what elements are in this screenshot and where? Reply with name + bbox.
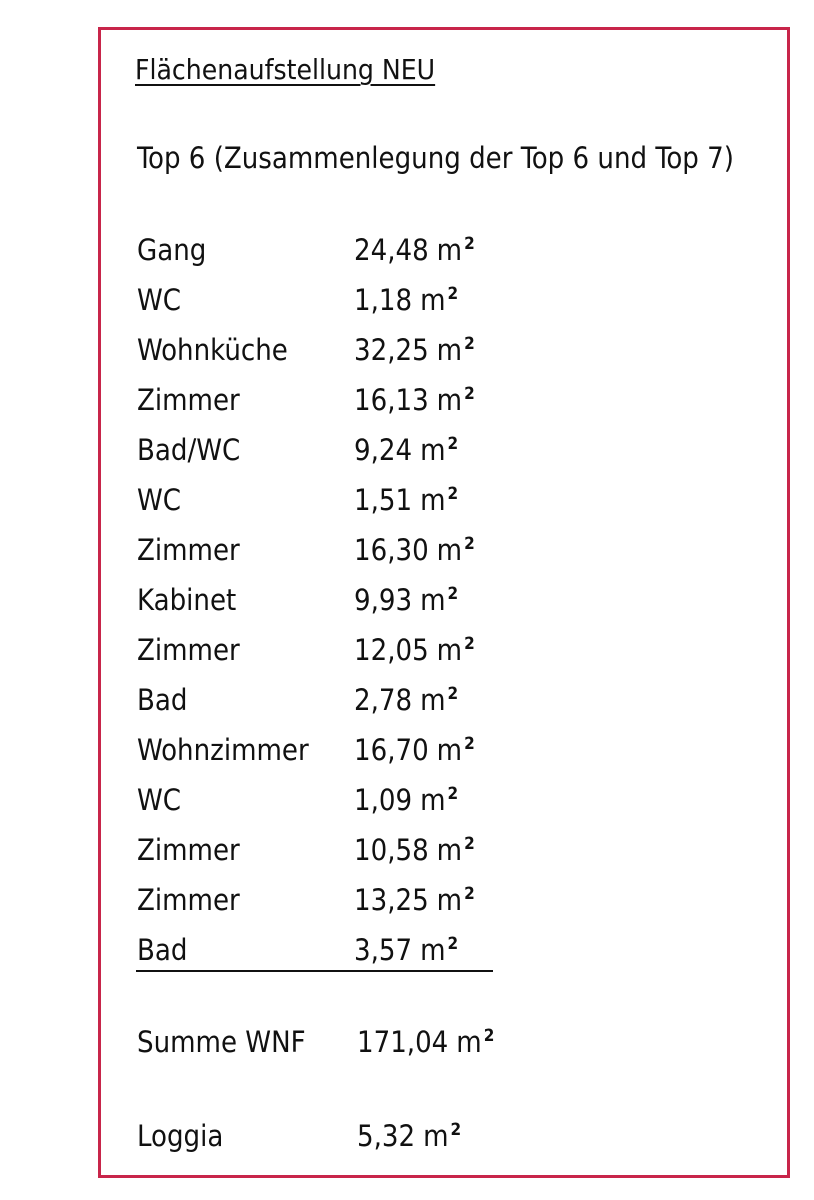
room-area: 2,78 m $^2$	[354, 683, 459, 717]
room-name: WC	[137, 483, 182, 517]
room-area: 3,57 m $^2$	[354, 933, 459, 967]
sum-divider-line	[136, 970, 493, 972]
room-area: 10,58 m $^2$	[354, 833, 475, 867]
loggia-label: Loggia	[137, 1119, 224, 1153]
document-title: Flächenaufstellung NEU	[135, 53, 436, 86]
room-area: 12,05 m $^2$	[354, 633, 475, 667]
room-area: 16,30 m $^2$	[354, 533, 475, 567]
room-area: 9,93 m $^2$	[354, 583, 459, 617]
room-name: WC	[137, 283, 182, 317]
room-area: 1,18 m $^2$	[354, 283, 459, 317]
room-name: Zimmer	[137, 533, 240, 567]
room-area: 16,70 m $^2$	[354, 733, 475, 767]
document-subtitle: Top 6 (Zusammenlegung der Top 6 und Top 7)	[137, 141, 734, 175]
sum-label: Summe WNF	[137, 1025, 306, 1059]
room-name: Kabinet	[137, 583, 237, 617]
sum-area: 171,04 m $^2$	[357, 1025, 495, 1059]
room-name: Wohnzimmer	[137, 733, 309, 767]
room-area: 1,51 m $^2$	[354, 483, 459, 517]
room-area: 9,24 m $^2$	[354, 433, 459, 467]
room-name: Gang	[137, 233, 207, 267]
room-area: 32,25 m $^2$	[354, 333, 475, 367]
room-name: Wohnküche	[137, 333, 288, 367]
room-name: Bad	[137, 933, 188, 967]
room-name: WC	[137, 783, 182, 817]
room-name: Bad/WC	[137, 433, 241, 467]
room-area: 1,09 m $^2$	[354, 783, 459, 817]
room-name: Zimmer	[137, 883, 240, 917]
room-area: 24,48 m $^2$	[354, 233, 475, 267]
loggia-area: 5,32 m $^2$	[357, 1119, 462, 1153]
room-name: Zimmer	[137, 833, 240, 867]
room-name: Zimmer	[137, 633, 240, 667]
room-area: 13,25 m $^2$	[354, 883, 475, 917]
loggia-row	[137, 1114, 537, 1158]
room-name: Bad	[137, 683, 188, 717]
sum-row	[137, 1020, 537, 1064]
room-area: 16,13 m $^2$	[354, 383, 475, 417]
room-name: Zimmer	[137, 383, 240, 417]
